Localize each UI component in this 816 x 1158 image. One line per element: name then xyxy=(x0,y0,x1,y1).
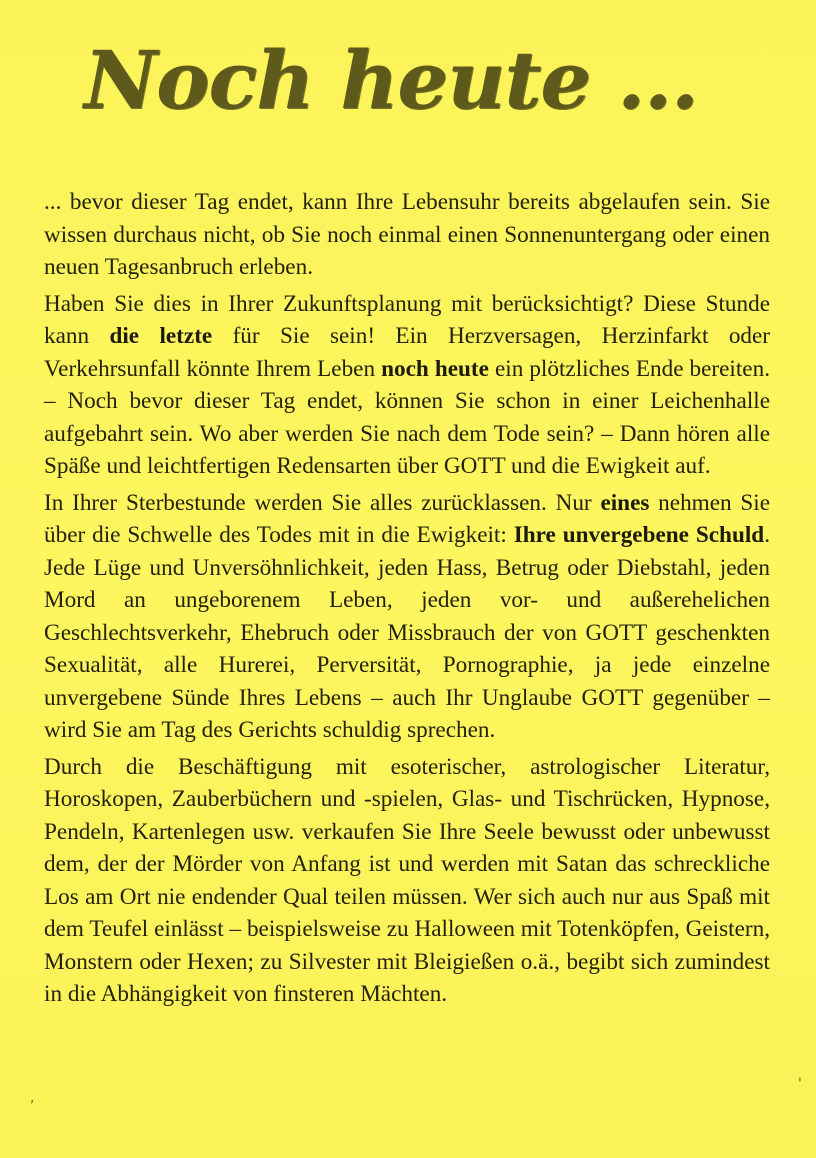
scan-speck: , xyxy=(30,1090,35,1106)
paragraph-2 xyxy=(44,288,770,483)
paragraph-1: ... bevor dieser Tag endet, kann Ihre Lebensuhr bereits abgelaufen sein. Sie wissen durchaus nicht, ob Sie noch einmal einen Sonnenuntergang oder einen neuen Tagesanbruch erleben. xyxy=(44,189,770,280)
paragraph-2-part-2: für Sie sein! Ein Herzversagen, Herzinfarkt oder Verkehrsunfall könnte Ihrem Leben xyxy=(44,323,771,382)
body-text xyxy=(44,186,770,1015)
paragraph-3 xyxy=(44,487,770,747)
paragraph-4: Durch die Beschäftigung mit esoterischer, astrologischer Literatur, Horoskopen, Zauberbüchern und -spielen, Glas- und Tischrücken, Hypnose, Pendeln, Kartenlegen usw. verkaufen Sie Ihre Seele bewusst oder unbewusst dem, der der Mörder von Anfang ist und werden mit Satan das schreckliche Los am Ort nie endender Qual teilen müssen. Wer sich auch nur aus Spaß mit dem Teufel einlässt – beispielsweise zu Halloween mit Totenköpfen, Geistern, Monstern oder Hexen; zu Silvester mit Bleigießen o.ä., begibt sich zumindest in die Abhängigkeit von finsteren Mächten. xyxy=(44,753,770,1007)
paragraph-3-emphasis-1: eines xyxy=(600,489,650,516)
paragraph-2-emphasis-2: noch heute xyxy=(381,355,489,382)
scan-speck: ' xyxy=(798,1076,802,1092)
paragraph-3-part-1: In Ihrer Sterbestunde werden Sie alles zurücklassen. Nur xyxy=(44,489,601,516)
paragraph-3-part-3: . Jede Lüge und Unversöhnlichkeit, jeden Hass, Betrug oder Diebstahl, jeden Mord an ungeborenem Leben, jeden vor- und außerehelichen Geschlechtsverkehr, Ehebruch oder Missbrauch der von GOTT geschenkten Sexualität, alle Hurerei, Perversität, Pornographie, ja jede einzelne unvergebene Sünde Ihres Lebens – auch Ihr Unglaube GOTT gegenüber – wird Sie am Tag des Gerichts schuldig sprechen. xyxy=(44,522,770,743)
paragraph-3-part-2: nehmen Sie über die Schwelle des Todes mit in die Ewigkeit: xyxy=(44,489,770,548)
page-title: Noch heute ... xyxy=(84,33,698,127)
paragraph-2-part-3: ein plötzliches Ende bereiten. – Noch bevor dieser Tag endet, können Sie schon in einer Leichenhalle aufgebahrt sein. Wo aber werden Sie nach dem Tode sein? – Dann hören alle Späße und leichtfertigen Redensarten über GOTT und die Ewigkeit auf. xyxy=(44,355,770,479)
paragraph-2-part-1: Haben Sie dies in Ihrer Zukunftsplanung mit berücksichtigt? Diese Stunde kann xyxy=(44,290,770,349)
paragraph-3-emphasis-2: Ihre unvergebene Schuld xyxy=(513,522,765,548)
paragraph-2-emphasis-1: die letzte xyxy=(109,323,213,349)
